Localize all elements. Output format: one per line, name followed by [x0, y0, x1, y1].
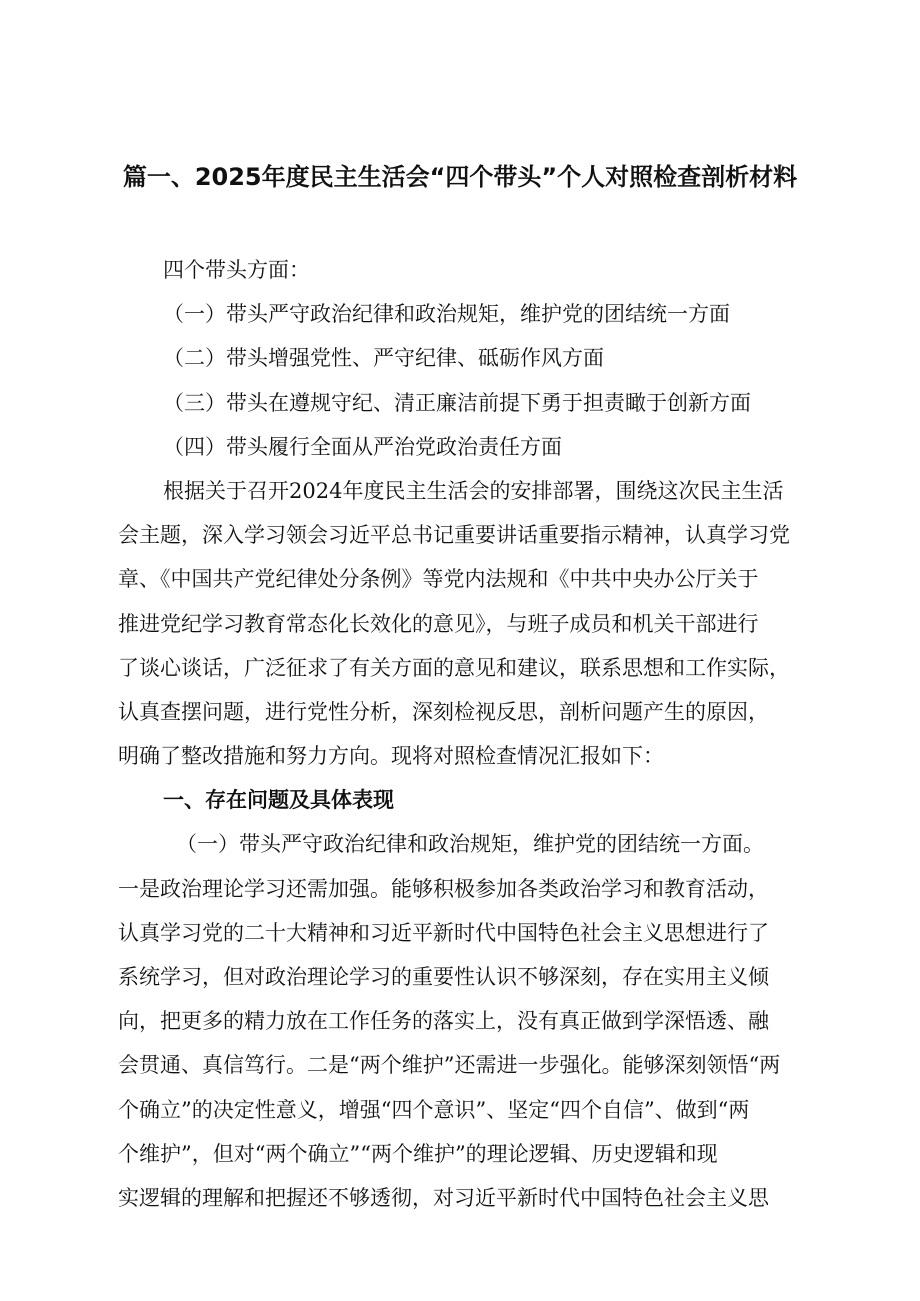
paragraph-line: 章、《中国共产党纪律处分条例》等党内法规和《中共中央办公厅关于 [118, 567, 759, 592]
aspect-item: （三）带头在遵规守纪、清正廉洁前提下勇于担责瞰于创新方面 [163, 390, 751, 415]
paragraph-line: 了谈心谈话，广泛征求了有关方面的意见和建议，联系思想和工作实际， [118, 655, 790, 680]
paragraph-line: 明确了整改措施和努力方向。现将对照检查情况汇报如下： [118, 744, 664, 769]
paragraph-line: 认真学习党的二十大精神和习近平新时代中国特色社会主义思想进行了 [118, 920, 769, 945]
paragraph-line: 根据关于召开2024年度民主生活会的安排部署，围绕这次民主生活 [163, 478, 784, 503]
paragraph-line: 会贯通、真信笃行。二是“两个维护”还需进一步强化。能够深刻领悟“两 [118, 1053, 781, 1078]
subsection-title: （一）带头严守政治纪律和政治规矩，维护党的团结统一方面。 [176, 832, 764, 857]
paragraph-line: 会主题，深入学习领会习近平总书记重要讲话重要指示精神，认真学习党 [118, 523, 790, 548]
document-title: 篇一、2025年度民主生活会“四个带头”个人对照检查剖析材料 [122, 163, 798, 191]
aspect-item: （四）带头履行全面从严治党政治责任方面 [163, 434, 562, 459]
paragraph-line: 个确立”的决定性意义，增强“四个意识”、坚定“四个自信”、做到“两 [118, 1097, 750, 1122]
section-heading: 一、存在问题及具体表现 [163, 788, 394, 813]
aspect-item: （一）带头严守政治纪律和政治规矩，维护党的团结统一方面 [163, 302, 730, 327]
aspect-item: （二）带头增强党性、严守纪律、砥砺作风方面 [163, 346, 604, 371]
paragraph-line: 实逻辑的理解和把握还不够透彻，对习近平新时代中国特色社会主义思 [118, 1185, 769, 1210]
paragraph-line: 推进党纪学习教育常态化长效化的意见》，与班子成员和机关干部进行 [118, 611, 759, 636]
intro-heading: 四个带头方面： [163, 258, 310, 282]
paragraph-line: 系统学习，但对政治理论学习的重要性认识不够深刻，存在实用主义倾 [118, 965, 769, 989]
paragraph-line: 认真查摆问题，进行党性分析，深刻检视反思，剖析问题产生的原因， [118, 699, 769, 724]
paragraph-line: 向，把更多的精力放在工作任务的落实上，没有真正做到学深悟透、融 [118, 1009, 769, 1034]
document-body [118, 248, 818, 1220]
paragraph-line: 个维护”，但对“两个确立”“两个维护”的理论逻辑、历史逻辑和现 [118, 1141, 718, 1166]
paragraph-line: 一是政治理论学习还需加强。能够积极参加各类政治学习和教育活动， [118, 876, 769, 901]
